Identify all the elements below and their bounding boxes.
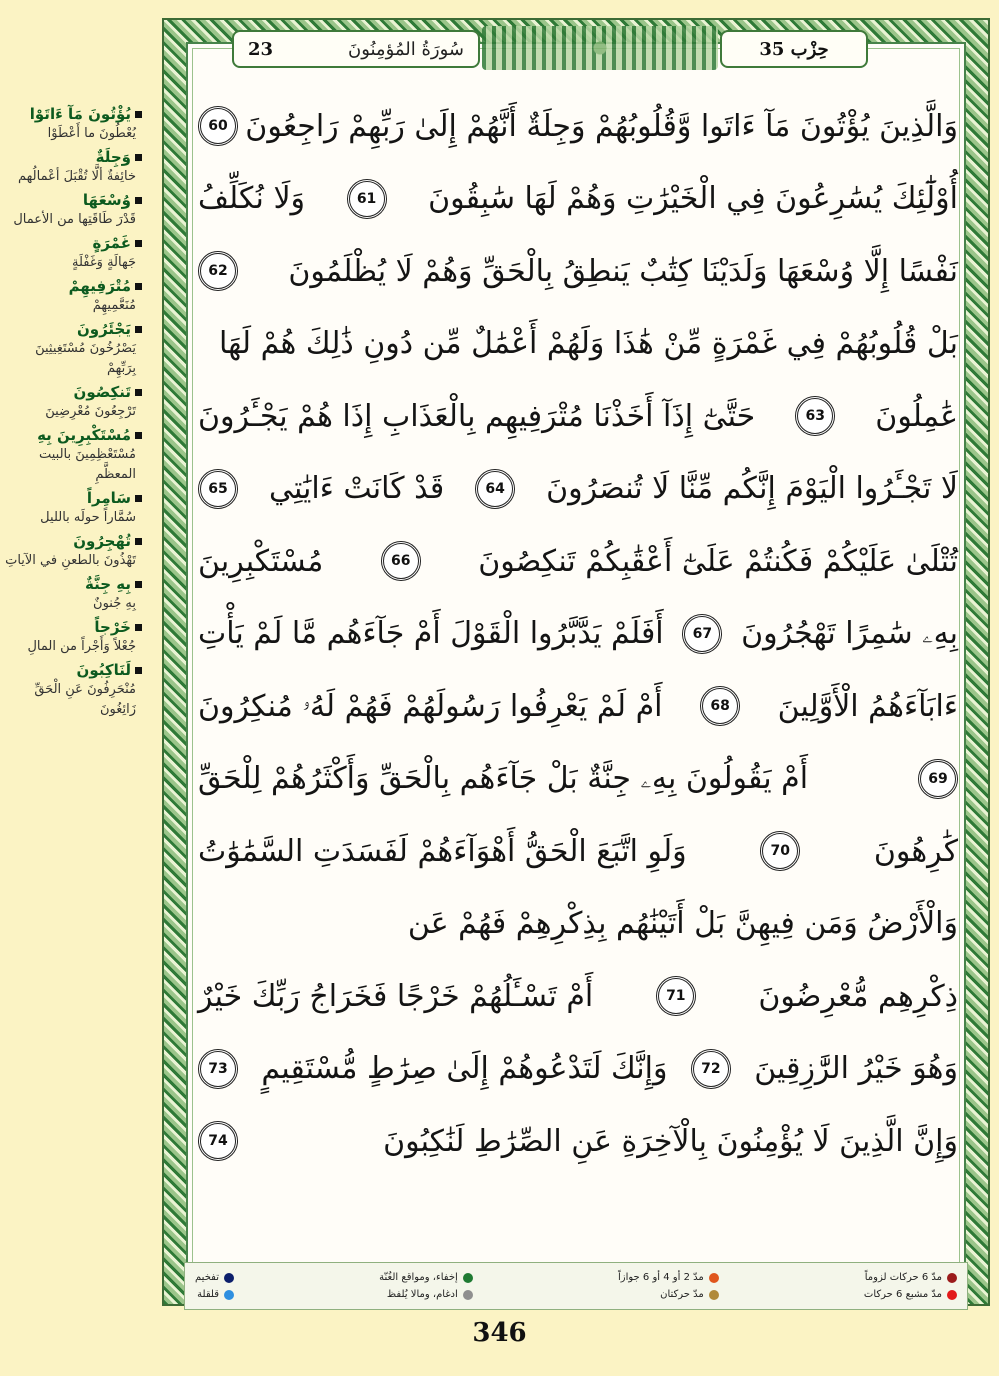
glossary-entry: [2, 575, 142, 614]
verse-line: [198, 1033, 958, 1106]
verse-line: [198, 163, 958, 236]
ayah-number-marker: 63: [795, 396, 835, 436]
ayah-number-marker: 64: [475, 469, 515, 509]
bullet-square-icon: [135, 432, 142, 439]
bullet-square-icon: [135, 538, 142, 545]
bullet-square-icon: [135, 197, 142, 204]
glossary-definition: قَدْرَ طَاقَتِها من الأعمال: [13, 212, 136, 227]
color-dot-icon: [947, 1290, 957, 1300]
verse-text: عَٰمِلُونَ: [875, 398, 958, 434]
color-dot-icon: [224, 1290, 234, 1300]
surah-header: [232, 30, 480, 68]
glossary-sidebar: [2, 105, 142, 724]
ayah-number-marker: 74: [198, 1121, 238, 1161]
glossary-word: مُتْرَفِيهِمْ: [2, 277, 142, 296]
verse-text: قَدْ كَانَتْ ءَايَٰتِي: [268, 471, 445, 507]
verse-line: [198, 1105, 958, 1178]
glossary-definition: يُعْطُونَ ما أَعْطَوْا: [47, 126, 136, 141]
glossary-entry: [2, 661, 142, 720]
color-dot-icon: [709, 1273, 719, 1283]
header-ornament: [482, 26, 718, 70]
bullet-square-icon: [135, 326, 142, 333]
ayah-number-marker: 67: [682, 614, 722, 654]
glossary-definition: تَرْجِعُونَ مُعْرِضِينَ: [45, 404, 136, 419]
glossary-word: تُهْجِرُونَ: [2, 532, 142, 551]
glossary-definition: تَهْذُونَ بالطعنِ في الآياتِ: [5, 553, 136, 568]
bullet-square-icon: [135, 667, 142, 674]
bullet-square-icon: [135, 581, 142, 588]
verse-text: أَمْ لَمْ يَعْرِفُوا رَسُولَهُمْ فَهُمْ لَهُۥ مُنكِرُونَ: [198, 688, 663, 724]
glossary-entry: [2, 105, 142, 144]
glossary-entry: [2, 148, 142, 187]
glossary-definition: جُعْلاً وَأَجْراً من المالِ: [27, 639, 136, 654]
legend-item: تفخيم: [195, 1272, 234, 1283]
verse-lines: [198, 90, 958, 1178]
verse-text: بِهِۦ سَٰمِرًا تَهْجُرُونَ: [741, 616, 958, 652]
glossary-entry: [2, 532, 142, 571]
verse-text: لَا تَجْـَٔرُوا الْيَوْمَ إِنَّكُم مِّنَّا لَا تُنصَرُونَ: [546, 471, 958, 507]
color-dot-icon: [709, 1290, 719, 1300]
ayah-number-marker: 66: [381, 541, 421, 581]
ayah-number-marker: 69: [918, 759, 958, 799]
glossary-definition: مُنَعَّمِيهِمْ: [92, 298, 136, 313]
legend-col-madd-2: [618, 1272, 719, 1300]
verse-line: [198, 525, 958, 598]
verse-text: نَفْسًا إِلَّا وُسْعَهَا وَلَدَيْنَا كِتَٰبٌ يَنطِقُ بِالْحَقِّ وَهُمْ لَا يُظْلَمُونَ: [288, 253, 958, 289]
verse-line: [198, 598, 958, 671]
legend-item: مدّ حركتان: [618, 1289, 719, 1300]
legend-item: مدّ 2 أو 4 أو 6 جوازاً: [618, 1272, 719, 1283]
verse-text: أَمْ يَقُولُونَ بِهِۦ جِنَّةٌ بَلْ جَآءَهُم بِالْحَقِّ وَأَكْثَرُهُمْ لِلْحَقِّ: [198, 761, 809, 797]
ayah-number-marker: 61: [347, 179, 387, 219]
page-number: 346: [472, 1318, 527, 1348]
glossary-entry: [2, 426, 142, 485]
ayah-number-marker: 60: [198, 106, 238, 146]
tajweed-legend: [184, 1262, 968, 1310]
legend-item: إخفاء، ومواقع الغُنّة: [379, 1272, 473, 1283]
bullet-square-icon: [135, 389, 142, 396]
verse-line: [198, 960, 958, 1033]
glossary-definition: مُنْحَرِفُونَ عَنِ الْحَقِّ زَائِغُونَ: [34, 682, 136, 717]
bullet-square-icon: [135, 154, 142, 161]
legend-col-tafkhim: [195, 1272, 234, 1300]
verse-text: وَهُوَ خَيْرُ الرَّٰزِقِينَ: [754, 1051, 958, 1087]
verse-text: وَإِنَّكَ لَتَدْعُوهُمْ إِلَىٰ صِرَٰطٍ مُّسْتَقِيمٍ: [261, 1051, 668, 1087]
verse-text: حَتَّىٰٓ إِذَآ أَخَذْنَا مُتْرَفِيهِم بِالْعَذَابِ إِذَا هُمْ يَجْـَٔرُونَ: [198, 398, 756, 434]
glossary-entry: [2, 320, 142, 379]
verse-line: [198, 235, 958, 308]
verse-line: [198, 743, 958, 816]
glossary-word: وَجِلَةٌ: [2, 148, 142, 167]
verse-line: [198, 308, 958, 381]
legend-item: قلقلة: [195, 1289, 234, 1300]
glossary-word: سَامِراً: [2, 489, 142, 508]
glossary-entry: [2, 489, 142, 528]
verse-line: [198, 380, 958, 453]
color-dot-icon: [463, 1290, 473, 1300]
verse-text: ءَابَآءَهُمُ الْأَوَّلِينَ: [777, 688, 958, 724]
verse-text: وَالَّذِينَ يُؤْتُونَ مَآ ءَاتَوا وَّقُلُوبُهُمْ وَجِلَةٌ أَنَّهُمْ إِلَىٰ رَبِّهِمْ رَاجِعُونَ: [245, 108, 958, 144]
glossary-word: غَمْرَةٍ: [2, 234, 142, 253]
glossary-word: تَنكِصُونَ: [2, 383, 142, 402]
legend-item: مدّ 6 حركات لزوماً: [864, 1272, 957, 1283]
glossary-definition: مُسْتَعْظِمِينَ بالبيت المعظَّمِ: [38, 447, 136, 482]
glossary-word: مُسْتَكْبِرِينَ بِهِ: [2, 426, 142, 445]
hizb-header: [720, 30, 868, 68]
glossary-definition: بِهِ جُنونٌ: [93, 596, 136, 611]
verse-text: أَفَلَمْ يَدَّبَّرُوا الْقَوْلَ أَمْ جَآءَهُم مَّا لَمْ يَأْتِ: [198, 616, 664, 652]
verse-text: تُتْلَىٰ عَلَيْكُمْ فَكُنتُمْ عَلَىٰٓ أَعْقَٰبِكُمْ تَنكِصُونَ: [478, 543, 958, 579]
verse-text: وَلَا نُكَلِّفُ: [198, 181, 306, 217]
verse-text: أَمْ تَسْـَٔلُهُمْ خَرْجًا فَخَرَاجُ رَبِّكَ خَيْرٌ: [198, 978, 594, 1014]
glossary-entry: [2, 277, 142, 316]
verse-line: [198, 815, 958, 888]
color-dot-icon: [947, 1273, 957, 1283]
legend-col-madd: [864, 1272, 957, 1300]
verse-text: ذِكْرِهِم مُّعْرِضُونَ: [758, 978, 958, 1014]
ayah-number-marker: 68: [700, 686, 740, 726]
verse-text: وَلَوِ اتَّبَعَ الْحَقُّ أَهْوَآءَهُمْ لَفَسَدَتِ السَّمَٰوَٰتُ: [198, 833, 687, 869]
verse-line: [198, 90, 958, 163]
ayah-number-marker: 70: [760, 831, 800, 871]
ayah-number-marker: 65: [198, 469, 238, 509]
verse-line: [198, 888, 958, 961]
glossary-word: يُؤْتُونَ مَآ ءَاتَوْا: [2, 105, 142, 124]
bullet-square-icon: [135, 283, 142, 290]
glossary-definition: سُمَّاراً حولَه بالليل: [40, 510, 136, 525]
glossary-definition: خائِفةٌ ألَّا تُقْبَلَ أعْمالُهم: [18, 169, 136, 184]
glossary-word: وُسْعَهَا: [2, 191, 142, 210]
verse-text: وَالْأَرْضُ وَمَن فِيهِنَّ بَلْ أَتَيْنَٰهُم بِذِكْرِهِمْ فَهُمْ عَن: [407, 906, 958, 942]
surah-name: سُورَةُ المُؤمِنُونَ: [347, 38, 464, 60]
glossary-entry: [2, 383, 142, 422]
verse-line: [198, 453, 958, 526]
glossary-entry: [2, 191, 142, 230]
verse-text: بَلْ قُلُوبُهُمْ فِي غَمْرَةٍ مِّنْ هَٰذَا وَلَهُمْ أَعْمَٰلٌ مِّن دُونِ ذَٰلِكَ هُمْ لَهَا: [218, 326, 958, 362]
glossary-definition: يَصْرُخُونَ مُسْتَغِيثِينَ بِرَبِّهِمْ: [35, 341, 136, 376]
verse-line: [198, 670, 958, 743]
glossary-definition: جَهالَةٍ وَغَفْلَةٍ: [72, 255, 136, 270]
verse-text: كَٰرِهُونَ: [873, 833, 958, 869]
hizb-label: حِزْب 35: [759, 38, 829, 60]
ayah-number-marker: 72: [691, 1049, 731, 1089]
glossary-word: لَنَاكِبُونَ: [2, 661, 142, 680]
legend-item: مدّ مشبع 6 حركات: [864, 1289, 957, 1300]
color-dot-icon: [463, 1273, 473, 1283]
glossary-entry: [2, 234, 142, 273]
glossary-word: خَرْجاً: [2, 618, 142, 637]
color-dot-icon: [224, 1273, 234, 1283]
ayah-number-marker: 62: [198, 251, 238, 291]
glossary-word: يَجْئَرُونَ: [2, 320, 142, 339]
bullet-square-icon: [135, 240, 142, 247]
legend-item: ادغام، ومالا يُلفظ: [379, 1289, 473, 1300]
legend-col-ghunna: [379, 1272, 473, 1300]
ayah-number-marker: 71: [656, 976, 696, 1016]
bullet-square-icon: [135, 624, 142, 631]
verse-text: وَإِنَّ الَّذِينَ لَا يُؤْمِنُونَ بِالْآخِرَةِ عَنِ الصِّرَٰطِ لَنَٰكِبُونَ: [383, 1123, 958, 1159]
glossary-word: بِهِ جِنَّةٌ: [2, 575, 142, 594]
bullet-square-icon: [135, 111, 142, 118]
ayah-number-marker: 73: [198, 1049, 238, 1089]
juz-number: 23: [248, 38, 274, 60]
bullet-square-icon: [135, 495, 142, 502]
glossary-entry: [2, 618, 142, 657]
verse-text: مُسْتَكْبِرِينَ: [198, 543, 324, 579]
verse-text: أُوْلَٰٓئِكَ يُسَٰرِعُونَ فِي الْخَيْرَٰتِ وَهُمْ لَهَا سَٰبِقُونَ: [428, 181, 958, 217]
